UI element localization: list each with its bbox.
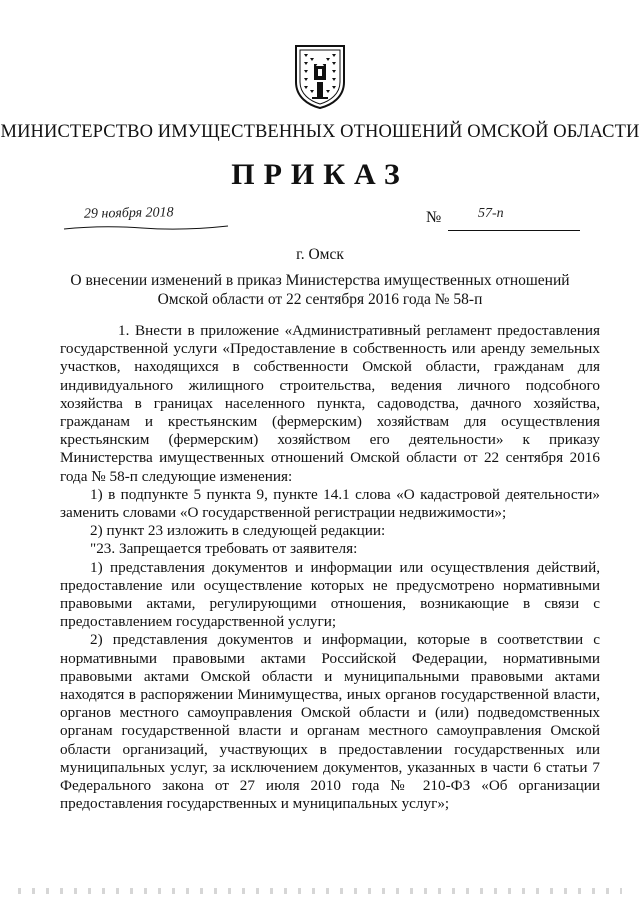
subject-line: О внесении изменений в приказ Министерства имущественных отношений (70, 272, 570, 289)
date-handwritten: 29 ноября 2018 (83, 205, 174, 222)
city: г. Омск (296, 246, 344, 263)
subject-title (40, 271, 600, 309)
date-field (62, 206, 230, 232)
body-paragraph: 1. Внести в приложение «Административный регламент предоставления государственной услуги «Предоставление в собственность или аренду земельных участков, находящихся в собственности Омской области, гражданам для индивидуального жилищного строительства, ведения личного подсобного хозяйства в границах населенного пункта, садоводства, дачного хозяйства, гражданам и крестьянским (фермерским) хозяйствам для осуществления крестьянским (фермерским) хозяйством его деятельности» к приказу Министерства имущественных отношений Омской области от 22 сентября 2016 года № 58-п следующие изменения: (60, 322, 600, 485)
body-paragraph: 1) в подпункте 5 пункта 9, пункте 14.1 слова «О кадастровой деятельности» заменить словами «О государственной регистрации недвижимости»; (60, 485, 600, 522)
number-field (448, 206, 580, 231)
body-paragraph: 2) представления документов и информации, которые в соответствии с нормативными правовыми актами Российской Федерации, нормативными правовыми актами Омской области и муниципальными правовыми актами находятся в распоряжении Минимущества, иных органов государственной власти, органов местного самоуправления Омской области и (или) подведомственных органам государственной власти и органам местного самоуправления Омской области организаций, участвующих в предоставлении государственных или муниципальных услуг, за исключением документов, указанных в части 6 статьи 7 Федерального закона от 27 июля 2010 года № 210-ФЗ «Об организации предоставления государственных и муниципальных услуг»; (60, 631, 600, 813)
document-body (60, 322, 600, 813)
body-paragraph: 1) представления документов и информации или осуществления действий, предоставление или осуществление которых не предусмотрено нормативными правовыми актами, регулирующими отношения, возникающие в связи с предоставлением государственной услуги; (60, 558, 600, 631)
coat-of-arms-icon (292, 42, 348, 110)
subject-line: Омской области от 22 сентября 2016 года № 58-п (157, 291, 483, 308)
body-paragraph: "23. Запрещается требовать от заявителя: (90, 540, 358, 558)
scan-artifact-strip (18, 888, 622, 894)
document-type: ПРИКАЗ (231, 158, 409, 191)
ministry-name: МИНИСТЕРСТВО ИМУЩЕСТВЕННЫХ ОТНОШЕНИЙ ОМСКОЙ ОБЛАСТИ (0, 122, 640, 142)
number-label: № (426, 209, 442, 226)
body-paragraph: 2) пункт 23 изложить в следующей редакции: (90, 522, 386, 540)
number-handwritten: 57-п (478, 206, 504, 221)
